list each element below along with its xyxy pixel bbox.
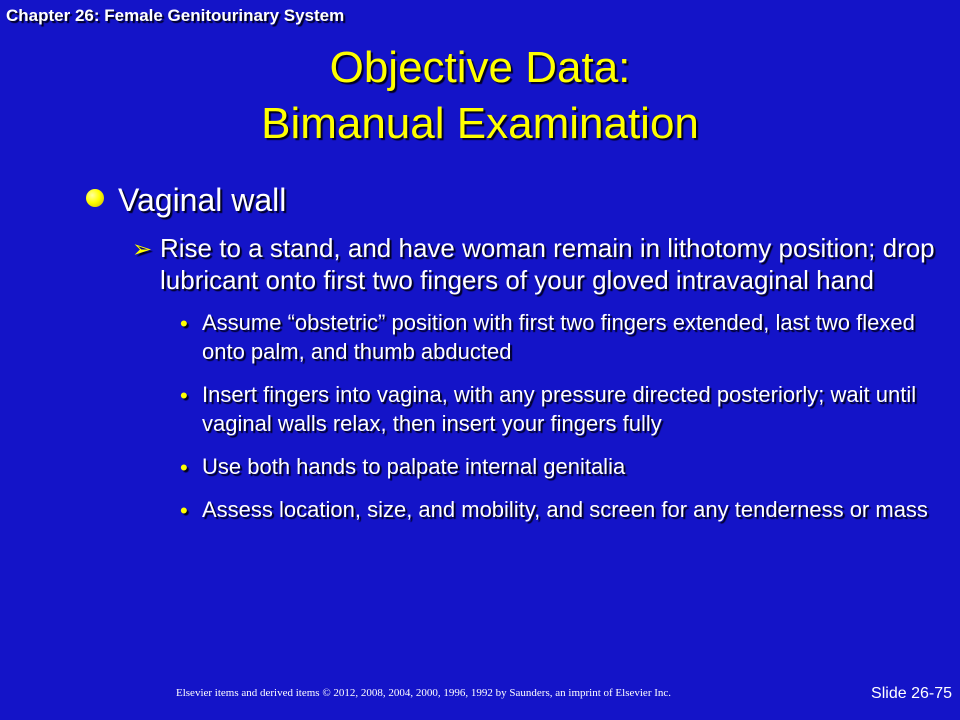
bullet-level-3 <box>178 308 940 366</box>
slide-title-line-2: Bimanual Examination <box>261 99 699 148</box>
bullet-level-3-text: Assess location, size, and mobility, and screen for any tenderness or mass <box>202 497 928 522</box>
slide-title <box>0 40 960 152</box>
bullet-level-1-text: Vaginal wall <box>118 182 287 218</box>
bullet-level-3-text: Use both hands to palpate internal genitalia <box>202 454 626 479</box>
dot-bullet-icon: • <box>180 311 188 336</box>
bullet-level-3-text: Insert fingers into vagina, with any pressure directed posteriorly; wait until vaginal walls relax, then insert your fingers fully <box>202 382 917 436</box>
bullet-level-3 <box>178 495 940 524</box>
bullet-level-2-text: Rise to a stand, and have woman remain in lithotomy position; drop lubricant onto first two fingers of your gloved intravaginal hand <box>160 233 935 295</box>
slide-title-line-1: Objective Data: <box>329 43 631 92</box>
copyright-footer: Elsevier items and derived items © 2012, 2008, 2004, 2000, 1996, 1992 by Saunders, an imprint of Elsevier Inc. <box>176 687 672 699</box>
bullet-level-2 <box>132 232 940 296</box>
bullet-level-3 <box>178 380 940 438</box>
dot-bullet-icon: • <box>180 455 188 480</box>
arrow-bullet-icon: ➢ <box>132 236 153 263</box>
chapter-heading: Chapter 26: Female Genitourinary System <box>6 6 345 25</box>
bullet-level-3 <box>178 452 940 481</box>
round-bullet-icon <box>86 189 104 207</box>
dot-bullet-icon: • <box>180 498 188 523</box>
bullet-level-1 <box>80 180 940 220</box>
bullet-level-3-text: Assume “obstetric” position with first two fingers extended, last two flexed onto palm, and thumb abducted <box>202 310 915 364</box>
dot-bullet-icon: • <box>180 383 188 408</box>
slide-number: Slide 26-75 <box>871 685 952 702</box>
slide-content <box>80 180 940 538</box>
